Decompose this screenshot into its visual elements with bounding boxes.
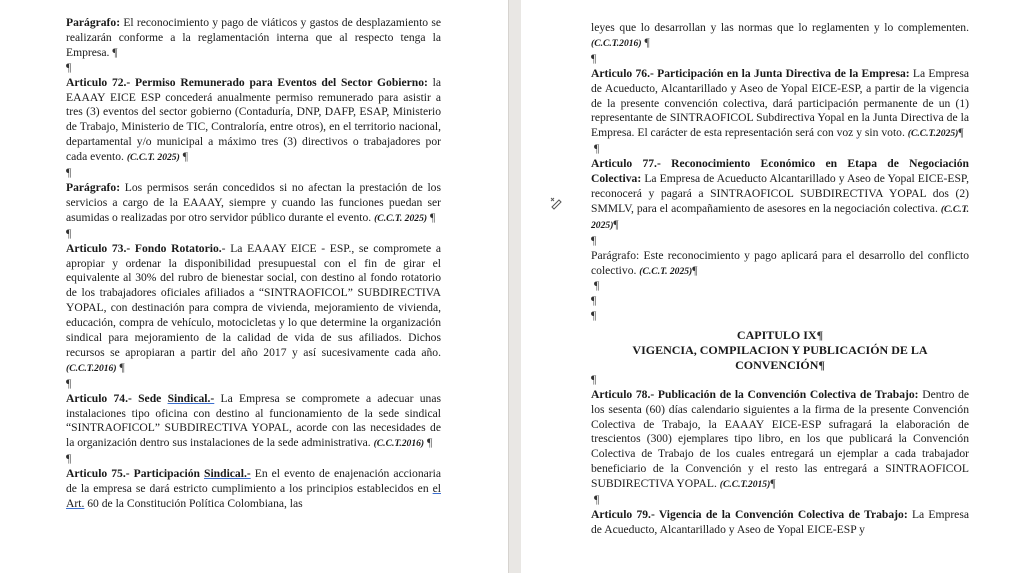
paragraph-label: Parágrafo:	[66, 180, 121, 194]
mouse-pointer-icon	[549, 196, 563, 210]
paragraph-text: Los permisos serán concedidos si no afectan la prestación de los servicios a cargo de la EAAAY, siempre y cuando las funciones puedan ser asumidas o realizadas por otro servidor público durante el evento.	[66, 180, 441, 224]
pilcrow-mark: ¶	[429, 210, 436, 224]
citation-ref: (C.C.T.2015)	[719, 479, 771, 491]
empty-paragraph: ¶	[594, 142, 600, 156]
article-text: Dentro de los sesenta (60) días calendario siguientes a la firma de la presente Convención Colectiva de Trabajo, la EAAAY EICE-ESP sufragará la elaboración de trescientos (300) ejemplares tipo libro, en los que publicará la Convención Colectiva de Trabajo de los cuales entregará un ejemplar a cada trabajador beneficiario de la Convención y el resto las entregará a SINTRAOFICOL SUBDIRECTIVA YOPAL.	[591, 387, 970, 491]
pilcrow-mark: ¶	[119, 360, 125, 374]
article-74[interactable]	[66, 392, 441, 453]
paragraph-77[interactable]	[591, 249, 969, 280]
pilcrow-mark: ¶	[816, 328, 824, 343]
article-text: 60 de la Constitución Política Colombiana, las	[84, 497, 303, 510]
citation-ref: (C.C.T.2025)	[907, 128, 959, 140]
article-heading: Articulo 79.- Vigencia de la Convención Colectiva de Trabajo:	[591, 508, 908, 521]
article-76[interactable]	[591, 67, 969, 143]
empty-paragraph: ¶	[591, 294, 597, 308]
paragraph-text: El reconocimiento y pago de viáticos y gastos de desplazamiento se realizarán conforme a la reglamentación interna que al respecto tenga la Empresa.	[66, 16, 441, 59]
chapter-title[interactable]	[591, 328, 969, 373]
empty-paragraph: ¶	[66, 60, 72, 74]
article-text: La Empresa de Acueducto, Alcantarillado y Aseo de Yopal EICE-ESP y	[591, 508, 969, 536]
chapter-subtitle: VIGENCIA, COMPILACION Y PUBLICACIÓN DE LA CONVENCIÓN	[632, 343, 928, 372]
article-text: La Empresa se compromete a adecuar unas instalaciones tipo oficina con destino al funcionamiento de la sede sindical “SINTRAOFICOL” SUBDIRECTIVA YOPAL, acorde con las necesidades de la organización dentro sus instalaciones de la sede administrativa.	[66, 391, 441, 450]
article-heading: Articulo 73.- Fondo Rotatorio.	[66, 241, 222, 255]
article-72[interactable]	[66, 76, 441, 166]
empty-paragraph: ¶	[591, 51, 597, 65]
spellcheck-flagged-phrase[interactable]: el Art.	[66, 482, 441, 510]
citation-ref: (C.C.T. 2025)	[591, 203, 969, 231]
chapter-number: CAPITULO IX	[736, 328, 817, 343]
pilcrow-mark: ¶	[182, 150, 188, 164]
empty-paragraph: ¶	[594, 493, 600, 507]
page-text-column[interactable]	[66, 16, 441, 512]
spellcheck-flagged-word[interactable]: Sindical.-	[204, 467, 251, 481]
article-heading: Articulo 72.- Permiso Remunerado para Eventos del Sector Gobierno:	[66, 75, 428, 89]
pilcrow-mark: ¶	[692, 263, 698, 277]
paragraph-viaticos[interactable]	[66, 16, 441, 61]
article-text: La Empresa de Acueducto Alcantarillado y Aseo de Yopal EICE-ESP, reconocerá y pagará a SINTRAOFICOL SUBDIRECTIVA YOPAL dos (2) SMMLV, para el acompañamiento de asesores en la negociación colectiva.	[591, 172, 969, 215]
pilcrow-mark: ¶	[112, 45, 118, 59]
empty-paragraph: ¶	[591, 233, 597, 247]
article-heading: Articulo 75.- Participación	[66, 467, 204, 481]
citation-ref: (C.C.T. 2025)	[639, 265, 693, 277]
pilcrow-mark: ¶	[818, 357, 825, 372]
article-heading: Articulo 74.- Sede	[66, 391, 168, 405]
article-79[interactable]	[591, 508, 969, 538]
citation-ref: (C.C.T.2016)	[66, 362, 117, 374]
citation-ref: (C.C.T. 2025)	[126, 152, 180, 164]
empty-paragraph: ¶	[591, 309, 597, 323]
empty-paragraph: ¶	[66, 376, 72, 390]
article-75-continued[interactable]	[591, 21, 969, 52]
empty-paragraph: ¶	[594, 279, 600, 293]
paragraph-72[interactable]	[66, 181, 441, 227]
pilcrow-mark: ¶	[427, 436, 433, 450]
pilcrow-mark: ¶	[644, 35, 650, 49]
empty-paragraph: ¶	[66, 452, 72, 466]
paragraph-text: Parágrafo: Este reconocimiento y pago aplicará para el desarrollo del conflicto colectivo.	[591, 248, 969, 277]
pilcrow-mark: ¶	[958, 126, 964, 140]
article-text: la EAAAY EICE ESP concederá anualmente permiso remunerado para asistir a tres (3) eventos del sector gobierno (Contaduría, DNP, DAFP, ESAP, Ministerio de Trabajo, Ministerio de TIC, Contraloría, entre otros), en el territorio nacional, departamental y/o municipal a máximo tres (3) directivos o trabajadores por cada evento.	[66, 75, 442, 164]
article-text: leyes que lo desarrollan y las normas que lo reglamenten y lo complementen.	[591, 21, 969, 34]
article-77[interactable]	[591, 157, 969, 234]
pilcrow-mark: ¶	[770, 477, 776, 491]
article-heading: Articulo 78.- Publicación de la Convención Colectiva de Trabajo:	[591, 387, 919, 401]
document-page-right[interactable]	[521, 0, 1024, 573]
paragraph-label: Parágrafo:	[66, 16, 121, 29]
citation-ref: (C.C.T.2016)	[591, 37, 642, 49]
citation-ref: (C.C.T.2016)	[373, 438, 425, 450]
page-text-column[interactable]	[591, 21, 969, 538]
document-page-left[interactable]	[0, 0, 508, 573]
article-text: - La EAAAY EICE - ESP., se compromete a apropiar y ordenar la disponibilidad presupuestal con el fin de girar el equivalente al 30% del rubro de bienestar social, con destino al fondo rotatorio de los trabajadores oficiales afiliados a “SINTRAOFICOL” SUBDIRECTIVA YOPAL, con destinación para compra de vivienda, mejoramiento de vivienda, educación, compra de vehículo, motocicletas y lo que determine la organización sindical para mejoramiento de la calidad de vida de sus afiliados. Dichos recursos se apropiaran a partir del año 2017 y así sucesivamente cada año.	[66, 241, 441, 359]
empty-paragraph: ¶	[591, 372, 597, 386]
article-75[interactable]	[66, 467, 441, 512]
article-78[interactable]	[591, 388, 969, 493]
article-73[interactable]	[66, 242, 441, 377]
article-heading: Articulo 76.- Participación en la Junta Directiva de la Empresa:	[591, 66, 910, 80]
article-text: La Empresa de Acueducto, Alcantarillado y Aseo de Yopal EICE-ESP, a partir de la vigencia de la presente convención colectiva, dará participación permanente de un (1) representante de SINTRAOFICOL Subdirectiva Yopal en la Junta Directiva de la Empresa. El carácter de esta representación será con voz y sin voto.	[591, 66, 969, 140]
article-heading: Articulo 77.- Reconocimiento Económico en Etapa de Negociación Colectiva:	[591, 157, 969, 186]
empty-paragraph: ¶	[66, 166, 72, 180]
article-text: En el evento de enajenación accionaria de la empresa se dará estricto cumplimiento a los principios establecidos en	[66, 467, 441, 496]
pilcrow-mark: ¶	[613, 217, 619, 231]
spellcheck-flagged-word[interactable]: Sindical.-	[167, 391, 215, 405]
empty-paragraph: ¶	[66, 226, 72, 240]
citation-ref: (C.C.T. 2025)	[374, 212, 428, 224]
